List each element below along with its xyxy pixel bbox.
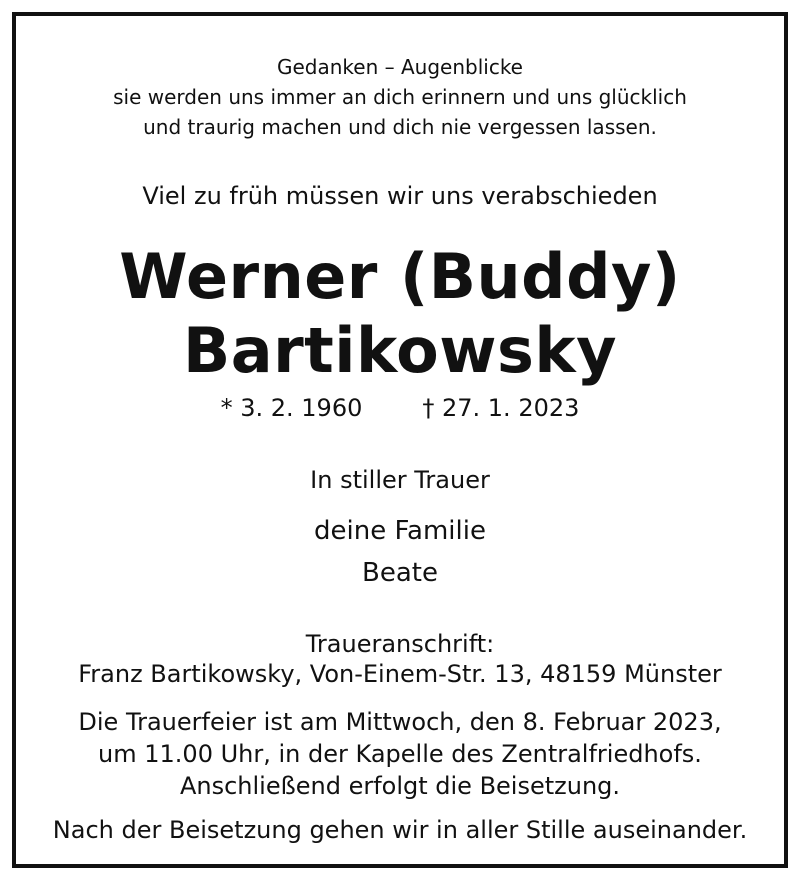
closing-text: Nach der Beisetzung gehen wir in aller Stille auseinander. — [52, 816, 748, 844]
deceased-name-line-1: Werner (Buddy) — [119, 240, 681, 313]
birth-date: * 3. 2. 1960 — [220, 394, 363, 422]
poem-line-1: Gedanken – Augenblicke — [276, 55, 523, 79]
obituary-frame — [12, 12, 788, 868]
partner-signature: Beate — [362, 558, 438, 588]
mourning-address: Franz Bartikowsky, Von-Einem-Str. 13, 48159 Münster — [78, 660, 722, 688]
ceremony-line-2: um 11.00 Uhr, in der Kapelle des Zentralfriedhofs. — [98, 740, 702, 768]
mourning-text: In stiller Trauer — [310, 466, 490, 494]
poem-line-3: und traurig machen und dich nie vergessen lassen. — [143, 115, 657, 139]
ceremony-line-3: Anschließend erfolgt die Beisetzung. — [179, 772, 621, 800]
poem-line-2: sie werden uns immer an dich erinnern und uns glücklich — [113, 85, 687, 109]
ceremony-line-1: Die Trauerfeier ist am Mittwoch, den 8. Februar 2023, — [78, 708, 722, 736]
address-label: Traueranschrift: — [305, 630, 495, 658]
family-signature: deine Familie — [314, 516, 486, 546]
death-date: † 27. 1. 2023 — [422, 394, 580, 422]
life-dates — [16, 394, 784, 422]
deceased-name-line-2: Bartikowsky — [182, 314, 618, 387]
intro-text: Viel zu früh müssen wir uns verabschieden — [142, 182, 658, 210]
